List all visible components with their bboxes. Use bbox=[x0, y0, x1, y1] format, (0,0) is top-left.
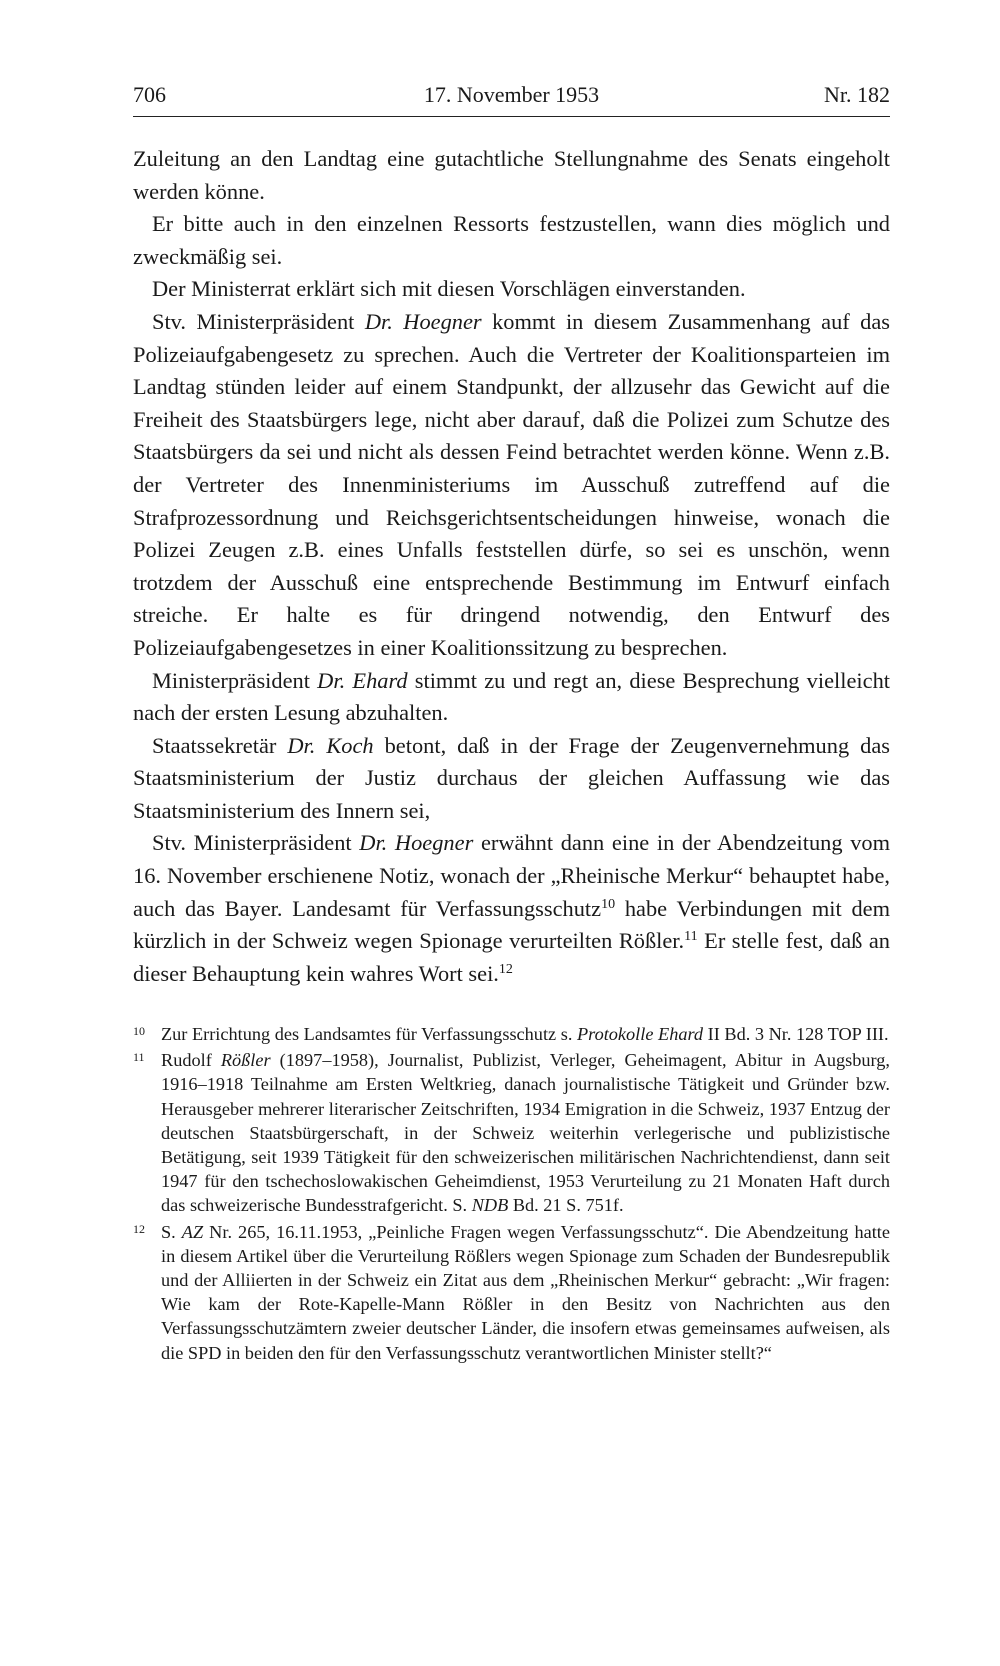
footnote-reference[interactable]: 10 bbox=[601, 896, 616, 912]
text-run: Stv. Ministerpräsident bbox=[152, 308, 365, 334]
text-run: Bd. 21 S. 751f. bbox=[508, 1195, 624, 1216]
header-issue-number: Nr. 182 bbox=[824, 82, 890, 107]
text-run: Staatssekretär bbox=[152, 732, 288, 758]
text-run: Zuleitung an den Landtag eine gutachtliche Stellungnahme des Senats eingeholt werden könne. bbox=[133, 146, 890, 204]
footnote bbox=[133, 1048, 890, 1217]
paragraph bbox=[133, 273, 890, 306]
footnote-reference[interactable]: 12 bbox=[498, 961, 513, 977]
paragraph bbox=[133, 665, 890, 730]
paragraph bbox=[133, 208, 890, 273]
text-run: Ministerpräsident bbox=[152, 667, 318, 693]
header-date: 17. November 1953 bbox=[423, 82, 600, 107]
text-run: erwähnt dann eine in der Abendzeitung vom 16. November erschienene Notiz, wonach der „Rheinische Merkur“ behauptet habe, auch das Bayer. Landesamt für Verfassungsschutz bbox=[133, 830, 890, 921]
footnote-number: 11 bbox=[133, 1050, 145, 1065]
text-run: kommt in diesem Zusammenhang auf das Polizeiaufgabengesetz zu sprechen. Auch die Vertreter der Koalitionsparteien im Landtag stünden leider auf einem Standpunkt, der allzusehr das Gewicht auf die Freiheit des Staatsbürgers lege, nicht aber darauf, daß die Polizei zum Schutze des Staatsbürgers da sei und nicht als dessen Feind betrachtet werden könne. Wenn z.B. der Vertreter des Innenministeriums im Ausschuß zutreffend auf die Strafprozessordnung und Reichsgerichtsentscheidungen hinweise, wonach die Polizei Zeugen z.B. eines Unfalls feststellen dürfe, so sei es unschön, wenn trotzdem der Ausschuß eine entsprechende Bestimmung im Entwurf einfach streiche. Er halte es für dringend notwendig, den Entwurf des Polizeiaufgabengesetzes in einer Koalitionssitzung zu besprechen. bbox=[133, 308, 891, 660]
paragraph bbox=[133, 143, 890, 208]
text-run: S. bbox=[161, 1221, 182, 1242]
paragraph bbox=[133, 730, 890, 828]
paragraph bbox=[133, 827, 890, 990]
footnote-number: 12 bbox=[133, 1221, 145, 1236]
italic-name: Dr. Hoegner bbox=[359, 830, 474, 856]
footnote bbox=[133, 1220, 890, 1365]
italic-name: Rößler bbox=[220, 1050, 271, 1071]
footnotes bbox=[133, 1022, 890, 1367]
text-run: Nr. 265, 16.11.1953, „Peinliche Fragen wegen Verfassungsschutz“. Die Abendzeitung hatte in diesem Artikel über die Verurteilung Rößlers wegen Spionage zum Schaden der Bundesrepublik und der Alliierten in der Schweiz ein Zitat aus dem „Rheinischen Merkur“ gebracht: „Wir fragen: Wie kam der Rote-Kapelle-Mann Rößler in den Besitz von Nachrichten aus den Verfassungsschutzämtern zweier deutscher Länder, die insofern etwas gemeinsames aufweisen, als die SPD in beiden den für den Verfassungsschutz verantwortlichen Minister stellt?“ bbox=[161, 1221, 890, 1363]
body-text bbox=[133, 143, 890, 990]
italic-name: Dr. Hoegner bbox=[364, 308, 482, 334]
text-run: Er bitte auch in den einzelnen Ressorts festzustellen, wann dies möglich und zweckmäßig sei. bbox=[133, 211, 890, 269]
footnote-reference[interactable]: 11 bbox=[684, 929, 698, 945]
running-header bbox=[133, 82, 890, 117]
text-run: Rudolf bbox=[161, 1050, 221, 1071]
italic-name: AZ bbox=[181, 1221, 204, 1242]
italic-name: NDB bbox=[471, 1195, 509, 1216]
text-run: Zur Errichtung des Landsamtes für Verfassungsschutz s. bbox=[161, 1024, 577, 1044]
text-run: II Bd. 3 Nr. 128 TOP III. bbox=[703, 1024, 889, 1044]
footnote bbox=[133, 1022, 890, 1046]
text-run: betont, daß in der Frage der Zeugenvernehmung das Staatsministerium der Justiz durchaus der gleichen Auffassung wie das Staatsministerium des Innern sei, bbox=[133, 732, 890, 823]
text-run: Stv. Ministerpräsident bbox=[152, 830, 360, 856]
text-run: habe Verbindungen mit dem kürzlich in der Schweiz wegen Spionage verurteilten Rößler. bbox=[133, 895, 890, 954]
paragraph bbox=[133, 306, 890, 665]
text-run: stimmt zu und regt an, diese Besprechung vielleicht nach der ersten Lesung abzuhalten. bbox=[133, 667, 890, 726]
italic-name: Protokolle Ehard bbox=[576, 1024, 704, 1044]
italic-name: Dr. Ehard bbox=[317, 667, 408, 693]
text-run: Der Ministerrat erklärt sich mit diesen Vorschlägen einverstanden. bbox=[152, 276, 746, 302]
italic-name: Dr. Koch bbox=[287, 732, 374, 758]
footnote-number: 10 bbox=[133, 1024, 145, 1038]
page-number: 706 bbox=[133, 82, 166, 107]
text-run: Er stelle fest, daß an dieser Behauptung kein wahres Wort sei. bbox=[133, 928, 891, 986]
text-run: (1897–1958), Journalist, Publizist, Verleger, Geheimagent, Abitur in Augsburg, 1916–1918 Teilnahme am Ersten Weltkrieg, danach journalistische Tätigkeit und Gründer bzw. Herausgeber mehrerer literarischer Zeitschriften, 1934 Emigration in die Schweiz, 1937 Entzug der deutschen Staatsbürgerschaft, in der Schweiz weiterhin verlegerische und publizistische Betätigung, seit 1939 Tätigkeit für den schweizerischen militärischen Nachrichtendienst, dann seit 1947 für den tschechoslowakischen Geheimdienst, 1953 Verurteilung zu 21 Monaten Haft durch das schweizerische Bundesstrafgericht. S. bbox=[161, 1050, 890, 1216]
